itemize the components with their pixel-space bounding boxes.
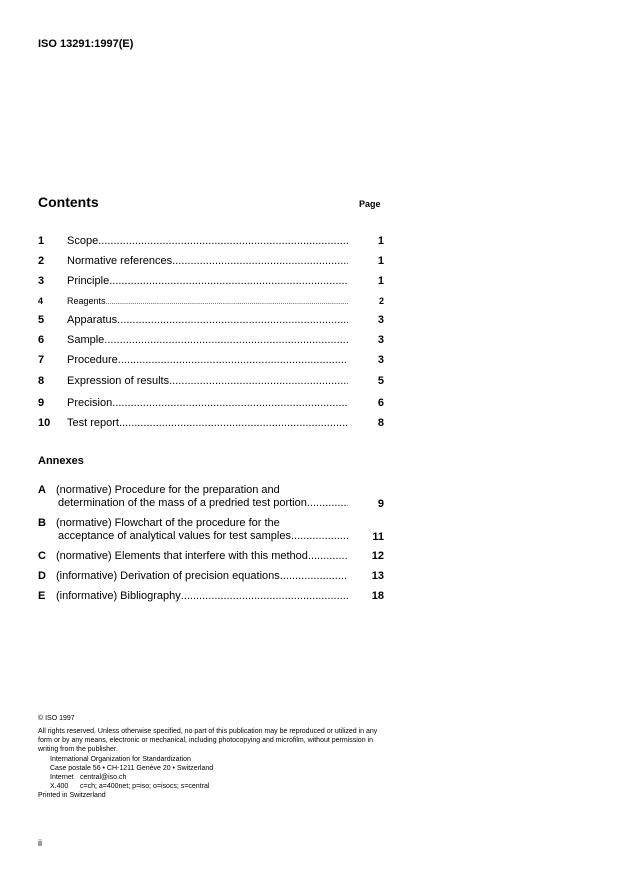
item-number: 9 bbox=[38, 397, 45, 409]
leader-dots bbox=[117, 314, 348, 326]
leader-dots bbox=[104, 334, 348, 346]
item-number: 3 bbox=[38, 275, 45, 287]
annex-title-line1: (informative) Derivation of precision equations bbox=[56, 570, 280, 582]
contents-item[interactable] bbox=[38, 413, 384, 429]
annex-item[interactable] bbox=[38, 570, 384, 584]
page-column-label: Page bbox=[359, 199, 381, 209]
contents-item[interactable] bbox=[38, 231, 384, 247]
contents-item[interactable] bbox=[38, 371, 384, 387]
item-title: Scope bbox=[67, 235, 99, 247]
contents-item[interactable] bbox=[38, 290, 384, 306]
item-number: 7 bbox=[38, 354, 45, 366]
item-number: 4 bbox=[38, 296, 44, 306]
item-number: 10 bbox=[38, 417, 51, 429]
item-title: Procedure bbox=[67, 354, 118, 366]
leader-dots bbox=[291, 530, 348, 543]
annex-letter: E bbox=[38, 590, 46, 602]
printed-in: Printed in Switzerland bbox=[38, 792, 106, 799]
x400-value: c=ch; a=400net; p=iso; o=isocs; s=central bbox=[80, 783, 210, 790]
leader-dots bbox=[106, 299, 348, 306]
item-page: 2 bbox=[378, 296, 384, 306]
item-page: 1 bbox=[377, 275, 384, 287]
annex-letter: A bbox=[38, 484, 46, 496]
contents-title: Contents bbox=[38, 194, 99, 210]
item-page: 3 bbox=[377, 354, 384, 366]
leader-dots bbox=[172, 255, 348, 267]
leader-dots bbox=[308, 550, 348, 563]
annex-page: 12 bbox=[371, 550, 384, 562]
organization-address: Case postale 56 • CH-1211 Genève 20 • Switzerland bbox=[50, 765, 214, 772]
item-title: Sample bbox=[67, 334, 105, 346]
item-number: 2 bbox=[38, 255, 45, 267]
item-page: 5 bbox=[377, 375, 384, 387]
contents-item[interactable] bbox=[38, 310, 384, 326]
annex-item[interactable] bbox=[38, 517, 384, 545]
item-page: 1 bbox=[377, 255, 384, 267]
item-page: 3 bbox=[377, 334, 384, 346]
annex-page: 11 bbox=[372, 531, 384, 543]
item-title: Precision bbox=[67, 397, 113, 409]
item-title: Normative references bbox=[67, 255, 173, 267]
rights-statement: All rights reserved. Unless otherwise specified, no part of this publication may be reproduced or utilized in any form or by any means, electronic or mechanical, including photocopying and microfilm, without permission in writing from the publisher. bbox=[38, 728, 378, 753]
contents-item[interactable] bbox=[38, 393, 384, 409]
annexes-title: Annexes bbox=[38, 455, 84, 467]
annex-page: 9 bbox=[377, 498, 384, 510]
leader-dots bbox=[307, 497, 348, 510]
annex-title-line1: (normative) Procedure for the preparation and bbox=[56, 484, 280, 496]
item-title: Expression of results bbox=[67, 375, 170, 387]
item-title: Reagents bbox=[67, 296, 106, 306]
document-id: ISO 13291:1997(E) bbox=[38, 38, 134, 50]
page-number: ii bbox=[38, 838, 42, 848]
annex-title-line2: determination of the mass of a predried test portion bbox=[58, 497, 307, 509]
copyright-line: © ISO 1997 bbox=[38, 715, 75, 722]
annex-page: 18 bbox=[371, 590, 384, 602]
annex-title-line1: (normative) Flowchart of the procedure for the bbox=[56, 517, 280, 529]
item-title: Apparatus bbox=[67, 314, 118, 326]
annex-letter: D bbox=[38, 570, 46, 582]
item-number: 8 bbox=[38, 375, 45, 387]
internet-label: Internet bbox=[50, 774, 74, 781]
item-page: 6 bbox=[377, 397, 384, 409]
annex-title-line2: acceptance of analytical values for test samples bbox=[58, 530, 291, 542]
annex-item[interactable] bbox=[38, 590, 384, 604]
annex-letter: B bbox=[38, 517, 46, 529]
contents-item[interactable] bbox=[38, 330, 384, 346]
annex-item[interactable] bbox=[38, 484, 384, 512]
organization-name: International Organization for Standardization bbox=[50, 756, 191, 763]
contents-item[interactable] bbox=[38, 251, 384, 267]
contents-item[interactable] bbox=[38, 271, 384, 287]
item-number: 6 bbox=[38, 334, 45, 346]
item-title: Test report bbox=[67, 417, 119, 429]
x400-label: X.400 bbox=[50, 783, 69, 790]
leader-dots bbox=[181, 590, 348, 603]
item-page: 3 bbox=[377, 314, 384, 326]
leader-dots bbox=[169, 375, 348, 387]
copyright-block bbox=[38, 714, 384, 800]
internet-value[interactable]: central@iso.ch bbox=[80, 774, 127, 781]
leader-dots bbox=[98, 235, 348, 247]
item-number: 5 bbox=[38, 314, 45, 326]
annex-title-line1: (normative) Elements that interfere with this method bbox=[56, 550, 308, 562]
leader-dots bbox=[112, 397, 348, 409]
leader-dots bbox=[119, 417, 348, 429]
internet-line bbox=[38, 773, 384, 782]
annex-title-line1: (informative) Bibliography bbox=[56, 590, 181, 602]
x400-line bbox=[38, 782, 384, 791]
leader-dots bbox=[118, 354, 348, 366]
leader-dots bbox=[109, 275, 348, 287]
item-number: 1 bbox=[38, 235, 45, 247]
annex-letter: C bbox=[38, 550, 46, 562]
contents-item[interactable] bbox=[38, 350, 384, 366]
item-page: 8 bbox=[377, 417, 384, 429]
item-title: Principle bbox=[67, 275, 110, 287]
annex-page: 13 bbox=[371, 570, 384, 582]
item-page: 1 bbox=[377, 235, 384, 247]
annex-item[interactable] bbox=[38, 550, 384, 564]
leader-dots bbox=[280, 570, 348, 583]
